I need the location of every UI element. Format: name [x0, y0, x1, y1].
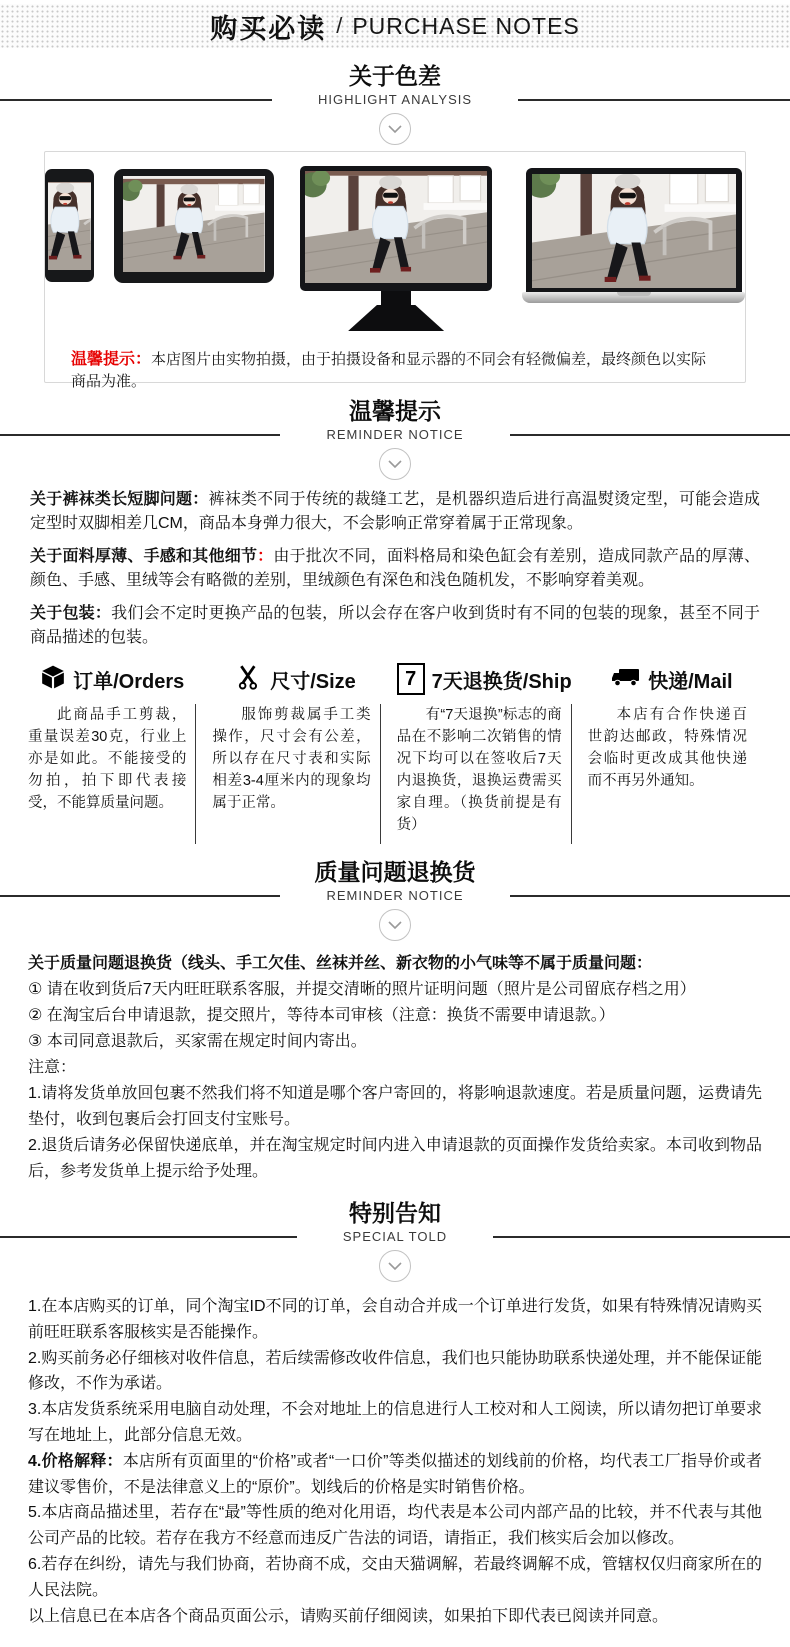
- section-subtitle: SPECIAL TOLD: [342, 1229, 448, 1244]
- text-line: 2.购买前务必仔细核对收件信息，若后续需修改收件信息，我们也只能协助联系快递处理，并不能保证能修改，不作为承诺。: [28, 1349, 762, 1393]
- seven-day-icon: 7: [397, 663, 425, 695]
- rule-left: [0, 434, 280, 436]
- cube-icon: [40, 664, 66, 695]
- page-header: [0, 4, 790, 48]
- section-subtitle: REMINDER NOTICE: [326, 888, 464, 903]
- quality-return-text: [28, 951, 762, 1185]
- tip-label: 温馨提示：: [71, 351, 152, 368]
- page-title-cn: 购买必读: [210, 13, 327, 44]
- section-title: 温馨提示: [349, 398, 441, 424]
- column-seven-day-return: [389, 662, 580, 844]
- scissors-icon: [237, 664, 263, 695]
- text-line: 5.本店商品描述里，若存在“最”等性质的绝对化用语，均代表是本公司内部产品的比较，并不代表与其他公司产品的比较。若存在我方不经意而违反广告法的词语，请指正，我们核实后会加以修改。: [28, 1504, 762, 1548]
- text-line: 1.请将发货单放回包裹不然我们将不知道是哪个客户寄回的，将影响退款速度。若是质量问题，运费请先垫付，收到包裹后会打回支付宝账号。: [28, 1085, 762, 1128]
- column-orders: [26, 662, 204, 844]
- tip-text: 本店图片由实物拍摄，由于拍摄设备和显示器的不同会有轻微偏差，最终颜色以实际商品为准。: [71, 351, 707, 390]
- chevron-down-icon: [379, 448, 411, 480]
- column-text: 本店有合作快递百世韵达邮政，特殊情况会临时更改成其他快递而不再另外通知。: [587, 707, 747, 789]
- product-photo: [48, 182, 91, 270]
- text-line: ② 在淘宝后台申请退款，提交照片，等待本司审核（注意：换货不需要申请退款。）: [28, 1007, 615, 1024]
- product-photo: [305, 171, 487, 283]
- column-title: 快递/Mail: [648, 670, 733, 693]
- section-reminder-header: [0, 397, 790, 480]
- rule-right: [518, 99, 790, 101]
- text-line: 2.退货后请务必保留快递底单，并在淘宝规定时间内进入申请退款的页面操作发货给卖家。本司收到物品后，参考发货单上提示给予处理。: [28, 1137, 762, 1180]
- chevron-down-icon: [379, 1250, 411, 1282]
- section-color-difference-header: [0, 62, 790, 145]
- text-line: 4.价格解释：本店所有页面里的“价格”或者“一口价”等类似描述的划线前的价格，均代表工厂指导价或者建议零售价，不是法律意义上的“原价”。划线后的价格是实时销售价格。: [28, 1452, 762, 1496]
- truck-icon: [611, 666, 641, 693]
- text-line: 关于质量问题退换货（线头、手工欠佳、丝袜并丝、新衣物的小气味等不属于质量问题：: [28, 955, 653, 972]
- section-subtitle: REMINDER NOTICE: [326, 427, 464, 442]
- text-line: 6.若存在纠纷，请先与我们协商，若协商不成，交由天猫调解，若最终调解不成，管辖权仅归商家所在的人民法院。: [28, 1555, 762, 1599]
- text-line: 3.本店发货系统采用电脑自动处理，不会对地址上的信息进行人工校对和人工阅读，所以请勿把订单要求写在地址上，此部分信息无效。: [28, 1401, 762, 1444]
- rule-right: [510, 895, 790, 897]
- product-photo: [532, 174, 736, 288]
- paragraph-fabric-detail: 关于面料厚薄、手感和其他细节：由于批次不同，面料格局和染色缸会有差别，造成同款产品的厚薄、颜色、手感、里绒等会有略微的差别，里绒颜色有深色和浅色随机发，不影响穿着美观。: [30, 548, 760, 589]
- paragraph-socks-length: 关于裤袜类长短脚问题：裤袜类不同于传统的裁缝工艺，是机器织造后进行高温熨烫定型，可能会造成定型时双脚相差几CM，商品本身弹力很大，不会影响正常穿着属于正常现象。: [30, 491, 760, 532]
- column-size: [204, 662, 388, 844]
- rule-right: [493, 1236, 790, 1238]
- section-special-told-header: [0, 1199, 790, 1282]
- monitor-mockup: [300, 166, 492, 331]
- tablet-mockup: [114, 169, 274, 283]
- chevron-down-icon: [379, 909, 411, 941]
- rule-left: [0, 99, 272, 101]
- title-separator: /: [336, 13, 343, 38]
- column-text: 此商品手工剪裁，重量误差30克，行业上亦是如此。不能接受的勿拍，拍下即代表接受，不能算质量问题。: [28, 707, 187, 811]
- text-line: 1.在本店购买的订单，同个淘宝ID不同的订单，会自动合并成一个订单进行发货，如果有特殊情况请购买前旺旺联系客服核实是否能操作。: [28, 1298, 762, 1341]
- product-photo: [123, 176, 265, 272]
- rule-right: [510, 434, 790, 436]
- column-title: 订单/Orders: [73, 670, 185, 693]
- column-text: 服饰剪裁属手工类操作，尺寸会有公差，所以存在尺寸表和实际相差3-4厘米内的现象均属于正常。: [212, 707, 371, 811]
- paragraph-packaging: 关于包装：我们会不定时更换产品的包装，所以会存在客户收到货时有不同的包装的现象，甚至不同于商品描述的包装。: [30, 605, 760, 646]
- rule-left: [0, 895, 280, 897]
- section-quality-return-header: [0, 858, 790, 941]
- laptop-mockup: [522, 168, 745, 303]
- chevron-down-icon: [379, 113, 411, 145]
- section-title: 质量问题退换货: [314, 859, 476, 885]
- section-title: 特别告知: [349, 1200, 441, 1226]
- column-text: 有“7天退换”标志的商品在不影响二次销售的情况下均可以在签收后7天内退换货，退换运费需买家自理。（换货前提是有货）: [396, 707, 562, 833]
- special-told-text: [28, 1294, 762, 1647]
- section-subtitle: HIGHLIGHT ANALYSIS: [317, 92, 473, 107]
- column-title: 尺寸/Size: [270, 670, 356, 693]
- text-line: 注意：: [28, 1059, 77, 1076]
- column-mail: [580, 662, 764, 844]
- policy-columns: [26, 662, 764, 844]
- section-title: 关于色差: [349, 63, 441, 89]
- text-line: 以上信息已在本店各个商品页面公示，请购买前仔细阅读，如果拍下即代表已阅读并同意。: [28, 1607, 669, 1625]
- phone-mockup: [45, 169, 94, 282]
- reminder-paragraphs: [30, 488, 760, 650]
- device-preview-panel: [44, 151, 746, 390]
- text-line: ① 请在收到货后7天内旺旺联系客服，并提交清晰的照片证明问题（照片是公司留底存档之用）: [28, 981, 696, 998]
- color-tip-line: [71, 349, 719, 393]
- text-line: ③ 本司同意退款后，买家需在规定时间内寄出。: [28, 1033, 367, 1050]
- column-title: 7天退换货/Ship: [431, 670, 572, 693]
- rule-left: [0, 1236, 297, 1238]
- page-title-en: PURCHASE NOTES: [352, 12, 580, 39]
